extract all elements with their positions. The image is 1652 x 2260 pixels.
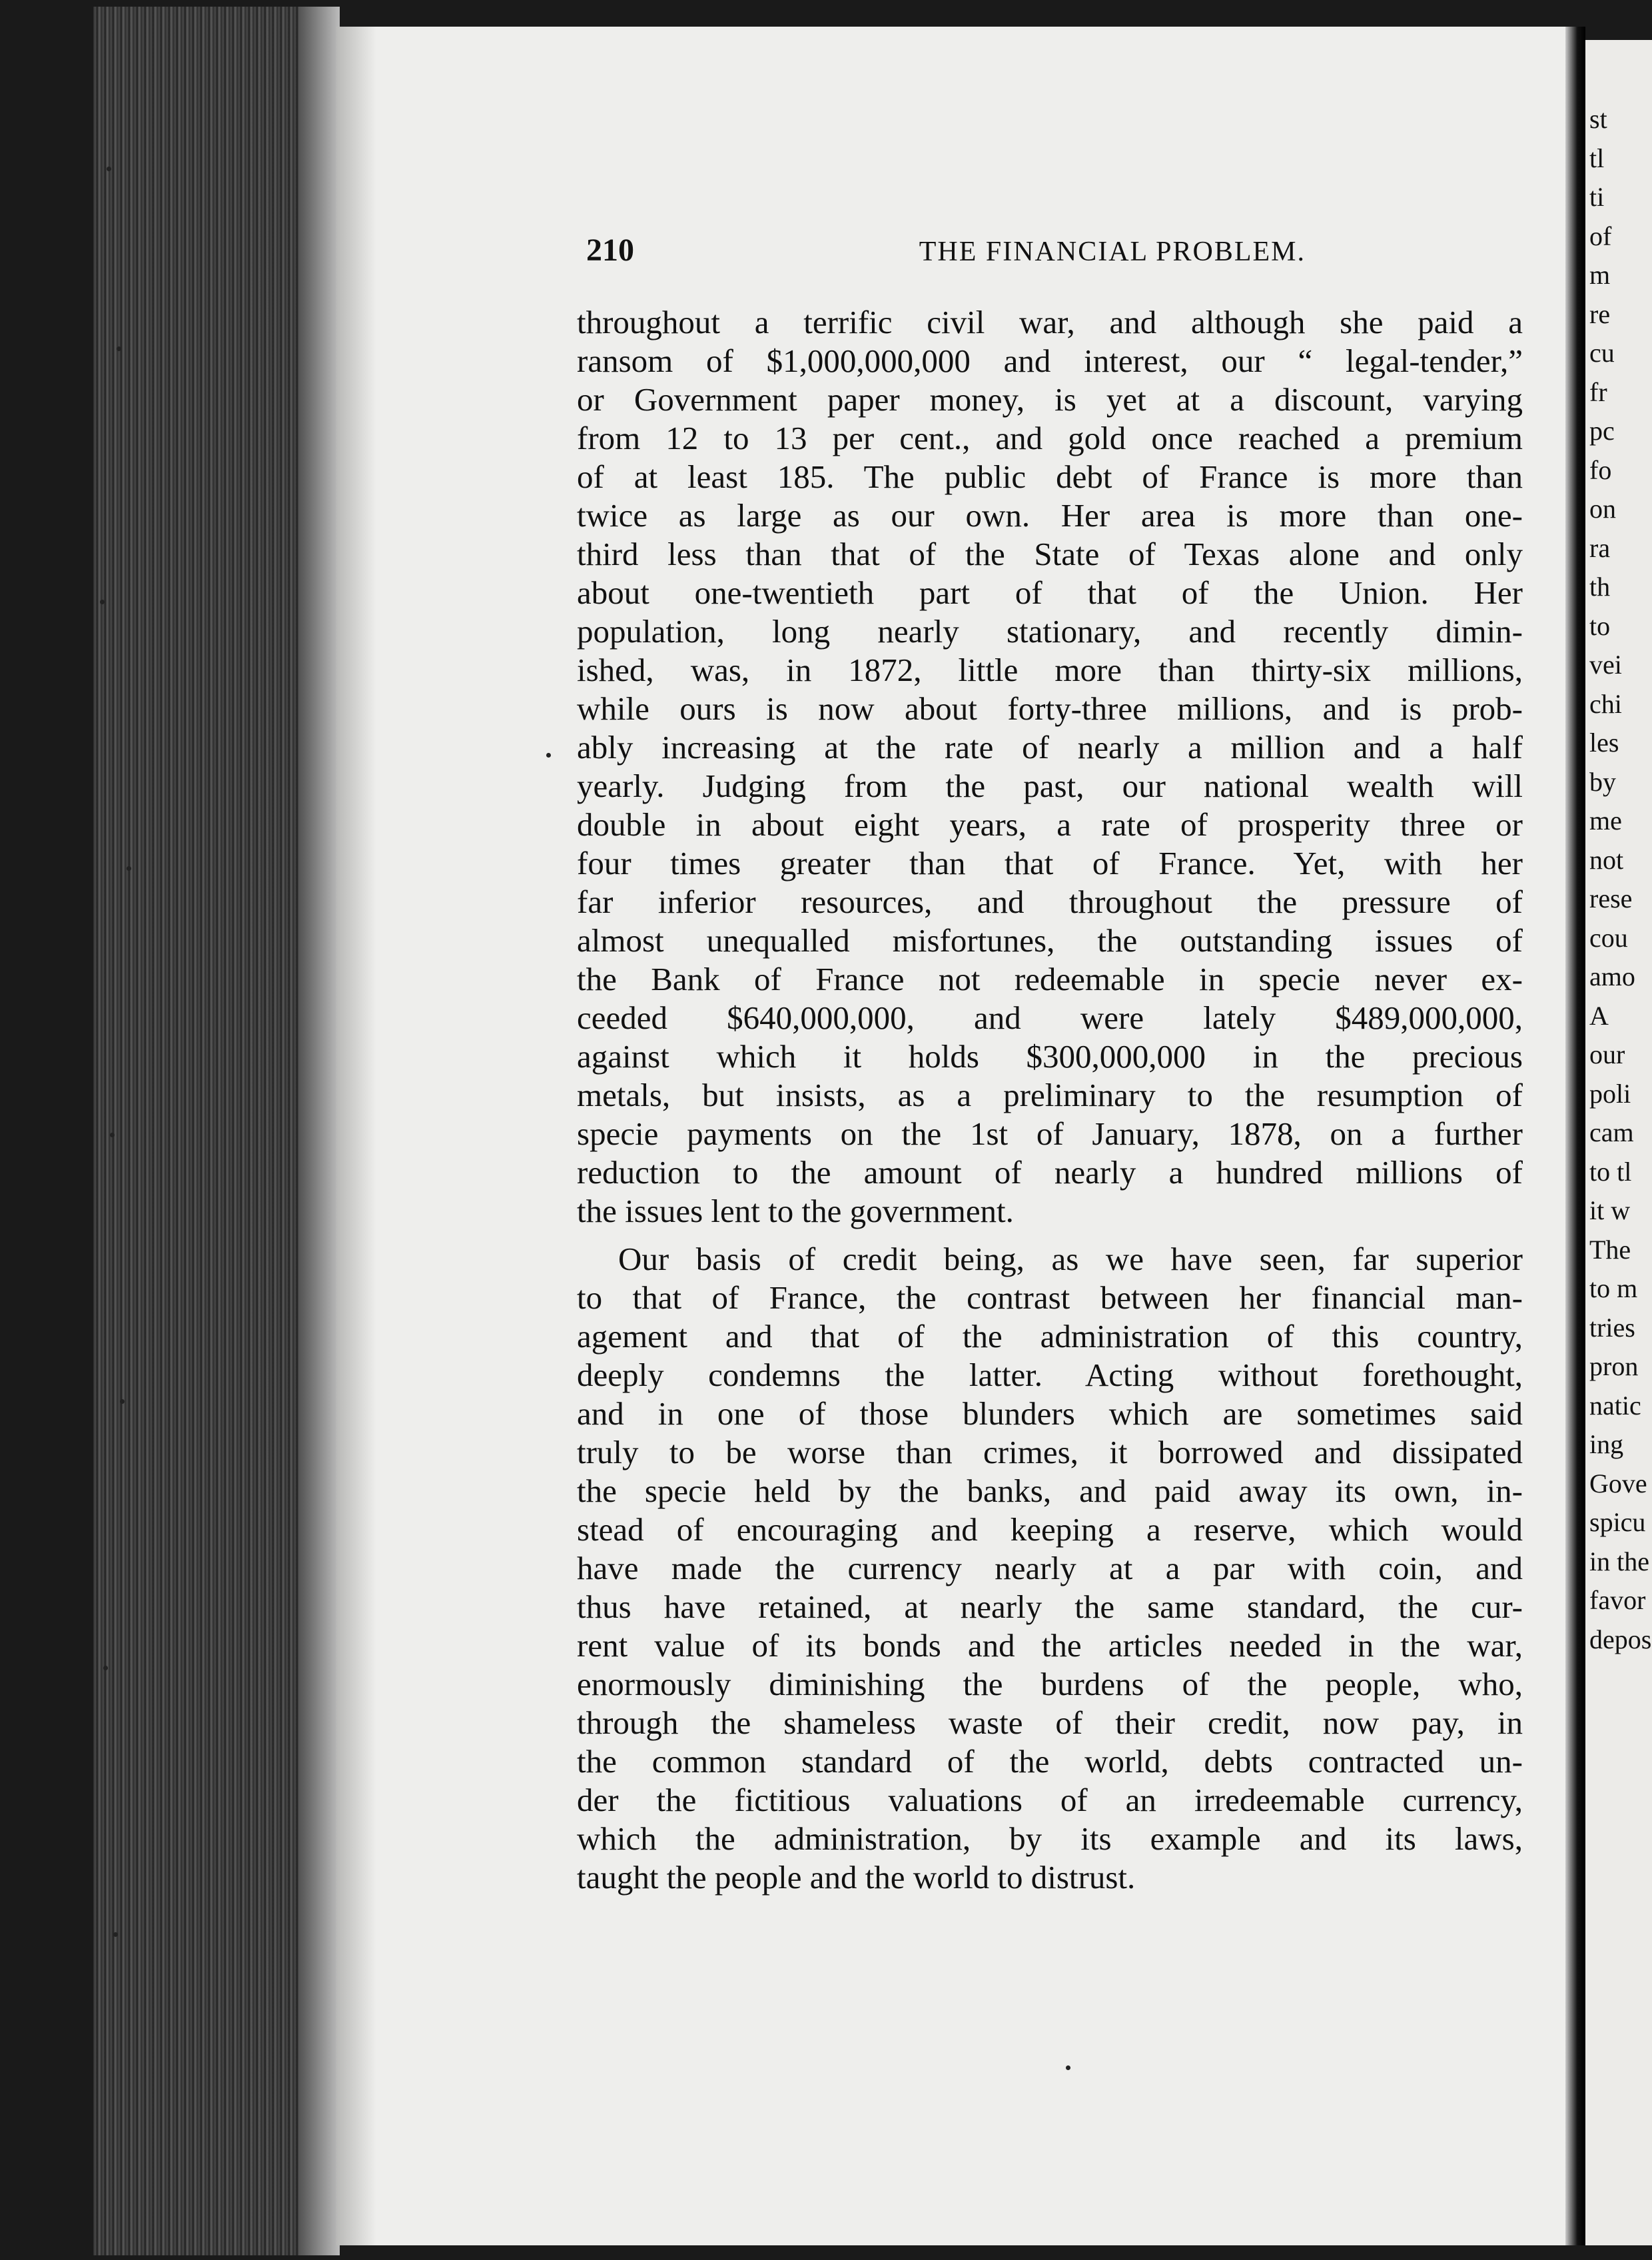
scan-speck [120,1399,125,1404]
text-line: ransom of $1,000,000,000 and interest, our “ legal-tender,” [577,342,1523,379]
text-line: metals, but insists, as a preliminary to the resumption of [577,1077,1523,1113]
text-line: enormously diminishing the burdens of the people, who, [577,1666,1523,1702]
text-line: of at least 185. The public debt of France is more than [577,458,1523,495]
facing-page-fragment: fr [1589,376,1607,407]
text-line: the common standard of the world, debts contracted un- [577,1743,1523,1780]
text-line: reduction to the amount of nearly a hundred millions of [577,1154,1523,1191]
facing-page-fragment: m [1589,260,1611,290]
facing-page-fragment: pc [1589,416,1615,446]
running-head [586,232,1306,272]
facing-page-fragment: pron [1589,1351,1639,1381]
text-line: specie payments on the 1st of January, 1878, on a further [577,1115,1523,1152]
facing-page-fragment: of [1589,221,1612,251]
book-gutter [1565,27,1585,2245]
facing-page-fragment: les [1589,728,1619,758]
facing-page [1585,40,1652,2245]
text-line: and in one of those blunders which are sometimes said [577,1395,1523,1432]
scan-speck [113,1932,118,1937]
facing-page-fragment: tl [1589,143,1605,173]
text-line: while ours is now about forty-three millions, and is prob- [577,690,1523,727]
facing-page-fragment: our [1589,1039,1625,1069]
facing-page-fragment: me [1589,806,1622,836]
text-line: agement and that of the administration of this country, [577,1318,1523,1355]
text-line: against which it holds $300,000,000 in the precious [577,1038,1523,1075]
text-line: which the administration, by its example and its laws, [577,1820,1523,1857]
text-line: ished, was, in 1872, little more than thirty-six millions, [577,652,1523,688]
facing-page-fragment: depos [1589,1624,1652,1654]
text-line: third less than that of the State of Texas alone and only [577,536,1523,572]
facing-page-fragment: ing [1589,1429,1624,1459]
text-line: almost unequalled misfortunes, the outstanding issues of [577,922,1523,959]
facing-page-fragment: poli [1589,1078,1631,1109]
text-line: throughout a terrific civil war, and although she paid a [577,304,1523,340]
facing-page-fragment: cam [1589,1117,1634,1147]
text-line: double in about eight years, a rate of prosperity three or [577,806,1523,843]
facing-page-fragment: tries [1589,1312,1635,1343]
facing-page-fragment: not [1589,844,1624,875]
text-line: yearly. Judging from the past, our national wealth will [577,768,1523,804]
facing-page-fragment: st [1589,104,1607,134]
text-line: twice as large as our own. Her area is more than one- [577,497,1523,534]
scan-speck [103,1666,108,1670]
facing-page-fragment: favor [1589,1585,1646,1615]
scan-speck [100,600,105,604]
body-text [577,303,1523,1897]
text-line: taught the people and the world to distrust. [577,1859,1136,1896]
page-number: 210 [586,233,634,268]
facing-page-fragment: ti [1589,182,1605,212]
paragraph [577,1240,1523,1897]
text-line: about one-twentieth part of that of the Union. Her [577,574,1523,611]
facing-page-fragment: rese [1589,883,1633,913]
text-line: to that of France, the contrast between her financial man- [577,1279,1523,1316]
facing-page-fragment: it w [1589,1195,1631,1225]
text-line: der the fictitious valuations of an irredeemable currency, [577,1782,1523,1818]
facing-page-fragment: cu [1589,338,1615,368]
text-line: four times greater than that of France. Yet, with her [577,845,1523,881]
text-line: from 12 to 13 per cent., and gold once reached a premium [577,420,1523,456]
text-line: through the shameless waste of their credit, now pay, in [577,1704,1523,1741]
text-line: deeply condemns the latter. Acting without forethought, [577,1357,1523,1393]
text-line: ceeded $640,000,000, and were lately $489,000,000, [577,999,1523,1036]
facing-page-fragment: to m [1589,1273,1638,1303]
facing-page-fragment: ra [1589,532,1611,563]
text-line: stead of encouraging and keeping a reserve, which would [577,1511,1523,1548]
text-line: or Government paper money, is yet at a discount, varying [577,381,1523,418]
text-line: rent value of its bonds and the articles needed in the war, [577,1627,1523,1664]
text-line: the Bank of France not redeemable in specie never ex- [577,961,1523,997]
facing-page-fragment: Gove [1589,1468,1647,1498]
facing-page-fragment: re [1589,298,1611,329]
scan-speck [127,866,131,871]
text-line: thus have retained, at nearly the same standard, the cur- [577,1588,1523,1625]
facing-page-fragment: th [1589,572,1611,602]
text-line: ably increasing at the rate of nearly a million and a half [577,729,1523,766]
facing-page-fragment: A [1589,1000,1609,1031]
scan-speck [1066,2065,1070,2070]
page-title: THE FINANCIAL PROBLEM. [919,237,1306,267]
scan-speck [107,167,111,171]
facing-page-fragment: in the [1589,1546,1649,1576]
paragraph [577,303,1523,1231]
facing-page-fragment: cou [1589,922,1628,953]
text-line: population, long nearly stationary, and recently dimin- [577,613,1523,650]
facing-page-fragment: spicu [1589,1507,1646,1537]
scan-speck [110,1133,115,1137]
scan-speck [546,753,551,758]
book-page-edges [93,7,340,2255]
text-line: have made the currency nearly at a par with coin, and [577,1550,1523,1586]
facing-page-fragment: to tl [1589,1156,1632,1187]
facing-page-fragment: The [1589,1234,1631,1265]
text-line: truly to be worse than crimes, it borrowed and dissipated [577,1434,1523,1470]
text-line: the issues lent to the government. [577,1193,1014,1229]
text-line: the specie held by the banks, and paid away its own, in- [577,1472,1523,1509]
scan-speck [117,346,121,351]
facing-page-fragment: to [1589,610,1611,641]
facing-page-fragment: amo [1589,961,1635,991]
facing-page-fragment: fo [1589,454,1612,485]
facing-page-fragment: chi [1589,688,1622,719]
text-line: Our basis of credit being, as we have seen, far superior [618,1241,1523,1277]
text-line: far inferior resources, and throughout the pressure of [577,883,1523,920]
facing-page-fragment: vei [1589,650,1622,680]
facing-page-fragment: on [1589,494,1616,524]
facing-page-fragment: by [1589,766,1616,797]
facing-page-fragment: natic [1589,1390,1641,1420]
